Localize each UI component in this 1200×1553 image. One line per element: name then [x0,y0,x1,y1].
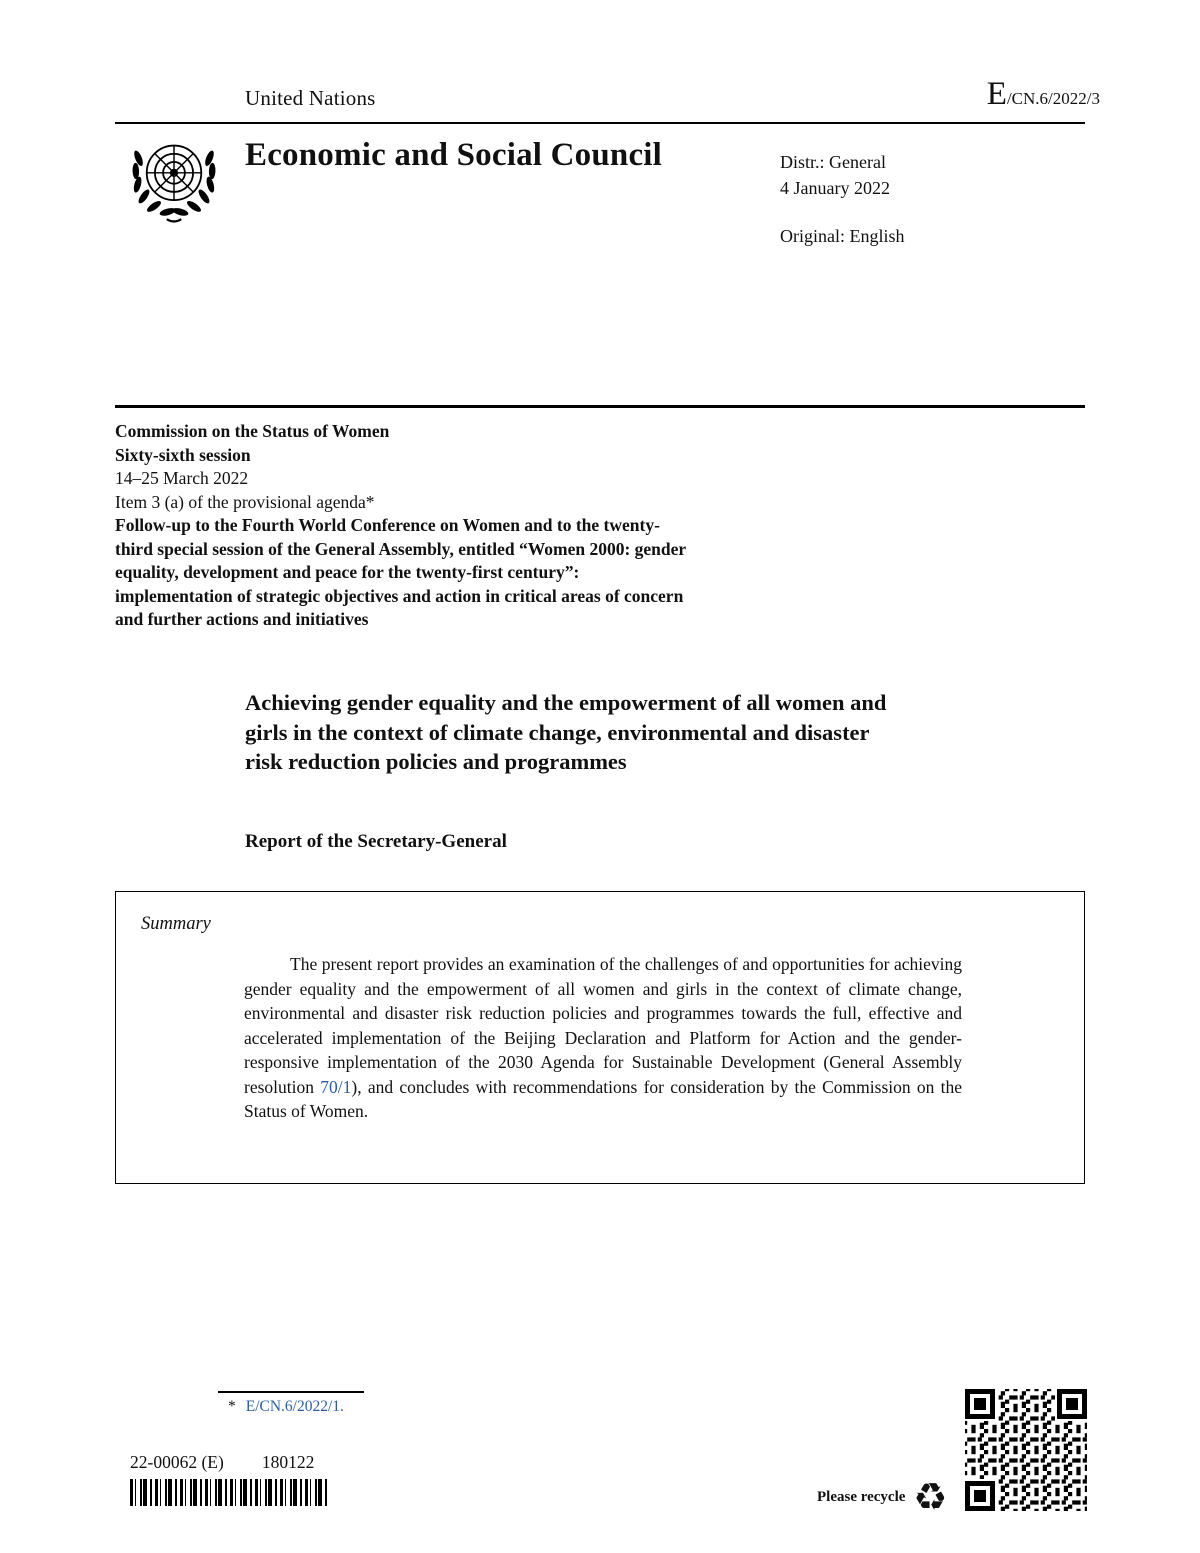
distribution-block [780,149,905,249]
document-symbol [987,76,1100,113]
commission-name: Commission on the Status of Women [115,421,390,441]
distr-line: Distr.: General [780,152,886,172]
date-line: 4 January 2022 [780,178,890,198]
report-title: Achieving gender equality and the empowerment of all women and girls in the context of climate change, environmental and disaster risk reduction policies and programmes [245,690,887,774]
report-subtitle: Report of the Secretary-General [245,831,507,852]
agenda-item: Item 3 (a) of the provisional agenda* [115,491,375,512]
council-title: Economic and Social Council [245,137,663,173]
summary-box [115,891,1085,1184]
job-date-code: 180122 [261,1452,315,1472]
summary-heading: Summary [141,914,211,934]
footnote-separator [218,1391,364,1393]
recycle-notice [817,1475,948,1519]
document-symbol-number: /CN.6/2022/3 [1006,89,1100,108]
footnote-reference-link[interactable]: E/CN.6/2022/1. [245,1398,344,1415]
session-block [115,420,693,632]
summary-text-after-link: ), and concludes with recommendations for consideration by the Commission on the Status of Women. [244,1076,962,1121]
qr-code [963,1387,1089,1513]
header-rule [115,122,1085,124]
resolution-link[interactable]: 70/1 [320,1076,352,1097]
session-number: Sixty-sixth session [115,444,251,465]
footnote [228,1398,344,1416]
footnote-marker: * [228,1398,236,1415]
original-language-line: Original: English [780,226,905,246]
job-number-line [130,1452,314,1473]
summary-text-before-link: The present report provides an examination of the challenges of and opportunities for achieving gender equality and the empowerment of all women and girls in the context of climate change, environmental and disaster risk reduction policies and programmes towards the full, effective and accelerated implementation of the Beijing Declaration and Platform for Action and the gender-responsive implementation of the 2030 Agenda for Sustainable Development (General Assembly resolution [244,954,962,1097]
document-symbol-series: E [986,76,1007,112]
un-emblem-icon [124,131,224,231]
barcode [130,1479,328,1506]
masthead-rule [115,405,1085,408]
job-number: 22-00062 (E) [130,1452,224,1472]
agenda-followup: Follow-up to the Fourth World Conference on Women and to the twenty-third special session of the General Assembly, entitled “Women 2000: gender equality, development and peace for the twenty-first century”: implementation of strategic objectives and action in critical areas of concern and further actions and initiatives [115,515,686,629]
org-name: United Nations [245,86,376,110]
recycle-label: Please recycle [817,1488,906,1505]
summary-text [244,952,962,1124]
session-dates: 14–25 March 2022 [115,468,249,488]
recycle-icon: ♻ [913,1475,948,1519]
